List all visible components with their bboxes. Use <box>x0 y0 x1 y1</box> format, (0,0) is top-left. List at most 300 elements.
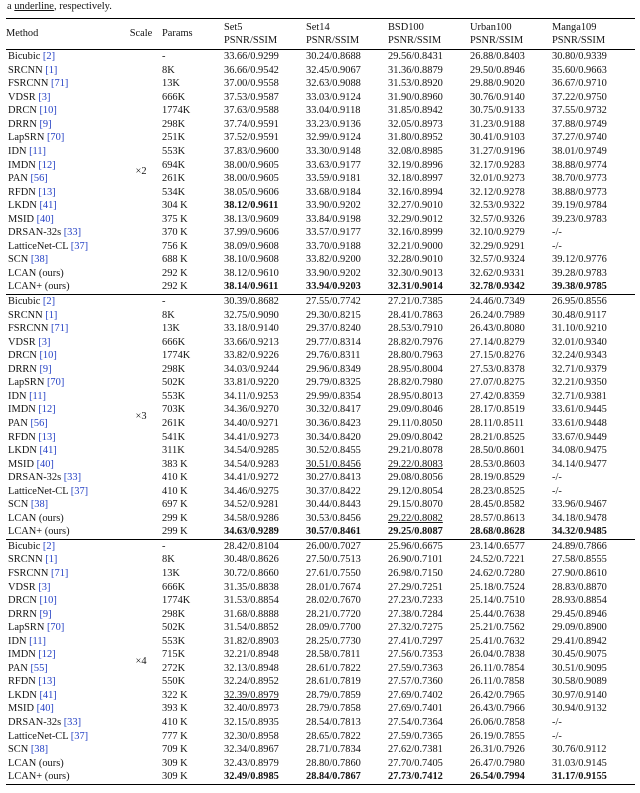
citation-link[interactable]: [10] <box>36 105 57 117</box>
method-name: LKDN <box>8 445 37 457</box>
method-name: LCAN (ours) <box>8 267 64 279</box>
value-cell: 27.32/0.7275 <box>388 622 443 634</box>
col-header-params: Params <box>162 28 193 40</box>
value-cell: 29.50/0.8946 <box>470 64 525 76</box>
value-cell: 29.77/0.8314 <box>306 336 361 348</box>
value-cell: 29.09/0.8900 <box>552 622 607 634</box>
value-cell: 34.54/0.9283 <box>224 458 279 470</box>
value-cell: 31.10/0.9210 <box>552 323 607 335</box>
citation-link[interactable]: [41] <box>36 689 57 701</box>
params-cell: 8K <box>162 554 175 566</box>
value-cell: 30.51/0.8456 <box>306 458 361 470</box>
method-cell <box>6 104 120 118</box>
method-name: SRCNN <box>8 309 43 321</box>
table-row <box>6 295 635 309</box>
value-cell: 34.41/0.9273 <box>224 431 279 443</box>
params-cell: 304 K <box>162 200 188 212</box>
value-cell: 25.18/0.7524 <box>470 581 525 593</box>
value-cell: 26.47/0.7980 <box>470 757 525 769</box>
value-cell: 32.21/0.9000 <box>388 240 443 252</box>
value-cell: 29.79/0.8325 <box>306 377 361 389</box>
params-cell: 666K <box>162 336 186 348</box>
value-cell: 26.11/0.7854 <box>470 662 525 674</box>
method-cell <box>6 349 120 363</box>
value-cell: 33.68/0.9184 <box>306 186 361 198</box>
value-cell: 31.82/0.8903 <box>224 635 279 647</box>
value-cell: 28.50/0.8601 <box>470 445 525 457</box>
method-cell <box>6 159 120 173</box>
value-cell: 33.23/0.9136 <box>306 118 361 130</box>
method-cell <box>6 485 120 499</box>
value-cell: 33.90/0.9202 <box>306 200 361 212</box>
citation-link[interactable]: [37] <box>68 240 89 252</box>
table-row <box>6 322 635 336</box>
benchmark-name: Set14 <box>306 22 330 33</box>
value-cell: 27.58/0.8555 <box>552 554 607 566</box>
value-cell: 37.55/0.9732 <box>552 105 607 117</box>
value-cell: 29.25/0.8087 <box>388 526 443 538</box>
value-cell: -/- <box>552 485 562 497</box>
citation-link[interactable]: [71] <box>48 78 69 90</box>
value-cell: 30.76/0.9112 <box>552 744 607 756</box>
table-row <box>6 104 635 118</box>
caption-underline-word: underline <box>14 1 54 12</box>
params-cell: - <box>162 50 224 64</box>
value-cell: 32.27/0.9010 <box>388 200 443 212</box>
table-row <box>6 525 635 539</box>
value-cell: 28.93/0.8854 <box>552 595 607 607</box>
value-cell: 32.24/0.9343 <box>552 350 607 362</box>
citation-link[interactable]: [13] <box>35 431 56 443</box>
value-cell: 32.30/0.8958 <box>224 730 279 742</box>
citation-link[interactable]: [3] <box>35 581 51 593</box>
value-cell: 27.56/0.7353 <box>388 649 443 661</box>
value-cell: 32.28/0.9010 <box>388 254 443 266</box>
citation-link[interactable]: [40] <box>33 703 54 715</box>
params-cell: 410 K <box>162 485 188 497</box>
params-cell: 1774K <box>162 105 191 117</box>
params-cell: 309 K <box>162 771 188 783</box>
value-cell: 28.41/0.7863 <box>388 309 443 321</box>
citation-link[interactable]: [13] <box>35 676 56 688</box>
citation-link[interactable]: [33] <box>61 716 82 728</box>
params-cell: 550K <box>162 676 186 688</box>
table-row <box>6 280 635 294</box>
value-cell: -/- <box>552 716 562 728</box>
value-cell: 32.15/0.8935 <box>224 716 279 728</box>
table-row <box>6 662 635 676</box>
value-cell: 33.18/0.9140 <box>224 323 279 335</box>
value-cell: 30.51/0.9095 <box>552 662 607 674</box>
table-row <box>6 498 635 512</box>
method-cell <box>6 376 120 390</box>
value-cell: 27.70/0.7405 <box>388 757 443 769</box>
method-name: SCN <box>8 744 29 756</box>
citation-link[interactable]: [56] <box>27 173 48 185</box>
value-cell: 31.36/0.8879 <box>388 64 443 76</box>
value-cell: 32.53/0.9322 <box>470 200 525 212</box>
citation-link[interactable]: [11] <box>26 146 46 158</box>
value-cell: 31.35/0.8838 <box>224 581 279 593</box>
method-name: Bicubic <box>8 296 41 308</box>
table-row <box>6 267 635 281</box>
value-cell: 34.14/0.9477 <box>552 458 607 470</box>
method-name: FSRCNN <box>8 78 49 90</box>
citation-link[interactable]: [12] <box>35 159 56 171</box>
method-cell <box>6 145 120 159</box>
citation-link[interactable]: [3] <box>35 91 51 103</box>
params-cell: 502K <box>162 622 186 634</box>
value-cell: 38.09/0.9608 <box>224 240 279 252</box>
method-cell <box>6 309 120 323</box>
value-cell: 33.82/0.9200 <box>306 254 361 266</box>
method-name: LKDN <box>8 689 37 701</box>
scale-cell: ×3 <box>120 295 162 540</box>
params-cell: 410 K <box>162 472 188 484</box>
value-cell: 29.09/0.8046 <box>388 404 443 416</box>
value-cell: 27.15/0.8276 <box>470 350 525 362</box>
citation-link[interactable]: [56] <box>27 417 48 429</box>
citation-link[interactable]: [71] <box>48 323 69 335</box>
table-row <box>6 689 635 703</box>
value-cell: 29.76/0.8311 <box>306 350 361 362</box>
value-cell: 30.48/0.9117 <box>552 309 607 321</box>
value-cell: 27.07/0.8275 <box>470 377 525 389</box>
value-cell: 38.88/0.9773 <box>552 186 607 198</box>
citation-link[interactable]: [33] <box>61 472 82 484</box>
citation-link[interactable]: [1] <box>42 309 58 321</box>
col-header-set5 <box>224 19 306 50</box>
value-cell: 37.63/0.9588 <box>224 105 279 117</box>
method-name: SRCNN <box>8 64 43 76</box>
value-cell: 38.01/0.9749 <box>552 146 607 158</box>
method-cell <box>6 716 120 730</box>
benchmark-metric: PSNR/SSIM <box>224 34 278 46</box>
value-cell: 31.90/0.8960 <box>388 91 443 103</box>
citation-link[interactable]: [71] <box>48 567 69 579</box>
value-cell: 32.10/0.9279 <box>470 227 525 239</box>
value-cell: 37.74/0.9591 <box>224 118 279 130</box>
method-name: Bicubic <box>8 540 41 552</box>
benchmark-name: Manga109 <box>552 22 597 33</box>
method-cell <box>6 512 120 526</box>
value-cell: 34.54/0.9285 <box>224 445 279 457</box>
citation-link[interactable]: [70] <box>44 622 65 634</box>
citation-link[interactable]: [40] <box>33 213 54 225</box>
value-cell: 26.88/0.8403 <box>470 50 552 64</box>
table-body <box>6 50 635 785</box>
value-cell: 28.23/0.8525 <box>470 485 525 497</box>
method-name: IMDN <box>8 404 36 416</box>
value-cell: 31.17/0.9155 <box>552 771 607 783</box>
citation-link[interactable]: [10] <box>36 595 57 607</box>
value-cell: 30.24/0.8688 <box>306 50 388 64</box>
value-cell: 29.30/0.8215 <box>306 309 361 321</box>
value-cell: 33.66/0.9299 <box>224 50 306 64</box>
method-name: DRSAN-32s <box>8 227 62 239</box>
method-name: DRRN <box>8 118 37 130</box>
value-cell: 27.59/0.7363 <box>388 662 443 674</box>
table-row <box>6 567 635 581</box>
table-row <box>6 635 635 649</box>
citation-link[interactable]: [41] <box>36 200 57 212</box>
citation-link[interactable]: [9] <box>36 118 52 130</box>
value-cell: 30.37/0.8422 <box>306 485 361 497</box>
value-cell: 38.00/0.9605 <box>224 173 279 185</box>
method-cell <box>6 50 120 64</box>
params-cell: 251K <box>162 132 186 144</box>
params-cell: 383 K <box>162 458 188 470</box>
params-cell: 709 K <box>162 744 188 756</box>
method-cell <box>6 363 120 377</box>
value-cell: 28.84/0.7867 <box>306 771 361 783</box>
method-cell <box>6 648 120 662</box>
params-cell: 553K <box>162 635 186 647</box>
value-cell: 33.82/0.9226 <box>224 350 279 362</box>
method-cell <box>6 662 120 676</box>
table-row <box>6 581 635 595</box>
value-cell: 32.19/0.8996 <box>388 159 443 171</box>
citation-link[interactable]: [12] <box>35 404 56 416</box>
method-cell <box>6 444 120 458</box>
value-cell: 28.80/0.7963 <box>388 350 443 362</box>
value-cell: 26.06/0.7858 <box>470 716 525 728</box>
table-row <box>6 363 635 377</box>
params-cell: 694K <box>162 159 186 171</box>
header-row <box>6 19 635 50</box>
value-cell: 28.21/0.7720 <box>306 608 361 620</box>
benchmark-metric: PSNR/SSIM <box>552 34 606 46</box>
method-cell <box>6 730 120 744</box>
value-cell: 34.18/0.9478 <box>552 512 607 524</box>
value-cell: 31.27/0.9196 <box>470 146 525 158</box>
value-cell: 30.97/0.9140 <box>552 689 607 701</box>
value-cell: 34.46/0.9275 <box>224 485 279 497</box>
citation-link[interactable]: [12] <box>35 649 56 661</box>
method-name: LatticeNet-CL <box>8 730 69 742</box>
scale-cell: ×4 <box>120 539 162 784</box>
value-cell: 27.57/0.7360 <box>388 676 443 688</box>
value-cell: 29.15/0.8070 <box>388 499 443 511</box>
params-cell: 298K <box>162 363 186 375</box>
value-cell: 33.81/0.9220 <box>224 377 279 389</box>
table-row <box>6 743 635 757</box>
value-cell: 27.69/0.7402 <box>388 689 443 701</box>
citation-link[interactable]: [3] <box>35 336 51 348</box>
table-row <box>6 444 635 458</box>
table-row <box>6 417 635 431</box>
value-cell: 27.61/0.7550 <box>306 567 361 579</box>
value-cell: 32.71/0.9381 <box>552 390 607 402</box>
value-cell: 28.68/0.8628 <box>470 526 525 538</box>
value-cell: 33.94/0.9203 <box>306 281 361 293</box>
method-cell <box>6 743 120 757</box>
value-cell: 28.83/0.8870 <box>552 581 607 593</box>
value-cell: 30.57/0.8461 <box>306 526 361 538</box>
value-cell: -/- <box>552 240 562 252</box>
value-cell: 32.29/0.9012 <box>388 213 443 225</box>
citation-link[interactable]: [11] <box>26 390 46 402</box>
citation-link[interactable]: [55] <box>27 662 48 674</box>
value-cell: 30.36/0.8423 <box>306 417 361 429</box>
table-row <box>6 376 635 390</box>
citation-link[interactable]: [38] <box>28 744 49 756</box>
value-cell: 33.61/0.9448 <box>552 417 607 429</box>
value-cell: 28.82/0.7976 <box>388 336 443 348</box>
table-row <box>6 131 635 145</box>
method-cell <box>6 471 120 485</box>
value-cell: 26.04/0.7838 <box>470 649 525 661</box>
citation-link[interactable]: [2] <box>40 51 56 63</box>
value-cell: 28.02/0.7670 <box>306 595 361 607</box>
value-cell: 25.41/0.7632 <box>470 635 525 647</box>
value-cell: 27.90/0.8610 <box>552 567 607 579</box>
value-cell: 39.19/0.9784 <box>552 200 607 212</box>
params-cell: 1774K <box>162 350 191 362</box>
value-cell: 34.40/0.9271 <box>224 417 279 429</box>
value-cell: 25.14/0.7510 <box>470 595 525 607</box>
citation-link[interactable]: [38] <box>28 499 49 511</box>
value-cell: 29.99/0.8354 <box>306 390 361 402</box>
value-cell: 27.38/0.7284 <box>388 608 443 620</box>
method-cell <box>6 621 120 635</box>
citation-link[interactable]: [70] <box>44 377 65 389</box>
method-cell <box>6 417 120 431</box>
table-row <box>6 648 635 662</box>
citation-link[interactable]: [38] <box>28 254 49 266</box>
method-cell <box>6 77 120 91</box>
value-cell: 33.90/0.9202 <box>306 267 361 279</box>
value-cell: 30.32/0.8417 <box>306 404 361 416</box>
table-row <box>6 716 635 730</box>
value-cell: 26.19/0.7855 <box>470 730 525 742</box>
method-name: LapSRN <box>8 132 45 144</box>
value-cell: 32.30/0.9013 <box>388 267 443 279</box>
value-cell: 29.56/0.8431 <box>388 50 470 64</box>
value-cell: 27.23/0.7233 <box>388 595 443 607</box>
value-cell: 32.62/0.9331 <box>470 267 525 279</box>
params-cell: - <box>162 539 224 553</box>
value-cell: 32.71/0.9379 <box>552 363 607 375</box>
params-cell: 666K <box>162 91 186 103</box>
value-cell: 37.27/0.9740 <box>552 132 607 144</box>
table-row <box>6 336 635 350</box>
value-cell: 29.22/0.8082 <box>388 512 443 524</box>
value-cell: 29.09/0.8042 <box>388 431 443 443</box>
value-cell: 32.12/0.9278 <box>470 186 525 198</box>
citation-link[interactable]: [1] <box>42 64 58 76</box>
value-cell: 34.63/0.9289 <box>224 526 279 538</box>
table-row <box>6 172 635 186</box>
method-name: SCN <box>8 499 29 511</box>
value-cell: 32.49/0.8985 <box>224 771 279 783</box>
value-cell: 27.29/0.7251 <box>388 581 443 593</box>
value-cell: 28.95/0.8004 <box>388 363 443 375</box>
value-cell: 29.45/0.8946 <box>552 608 607 620</box>
value-cell: 26.98/0.7150 <box>388 567 443 579</box>
params-cell: 309 K <box>162 757 188 769</box>
params-cell: 299 K <box>162 512 188 524</box>
benchmark-name: Urban100 <box>470 22 512 33</box>
value-cell: 24.62/0.7280 <box>470 567 525 579</box>
citation-link[interactable]: [37] <box>68 730 89 742</box>
citation-link[interactable]: [1] <box>42 554 58 566</box>
citation-link[interactable]: [2] <box>40 540 56 552</box>
caption-prefix: a <box>7 1 15 12</box>
table-row <box>6 186 635 200</box>
table-row <box>6 226 635 240</box>
table-row <box>6 390 635 404</box>
params-cell: 261K <box>162 173 186 185</box>
method-name: VDSR <box>8 581 36 593</box>
value-cell: 38.12/0.9611 <box>224 200 279 212</box>
value-cell: 30.27/0.8413 <box>306 472 361 484</box>
value-cell: 32.39/0.8979 <box>224 689 279 701</box>
value-cell: 27.14/0.8279 <box>470 336 525 348</box>
method-cell <box>6 226 120 240</box>
value-cell: 32.57/0.9324 <box>470 254 525 266</box>
citation-link[interactable]: [33] <box>61 227 82 239</box>
citation-link[interactable]: [37] <box>68 485 89 497</box>
citation-link[interactable]: [9] <box>36 608 52 620</box>
table-row <box>6 64 635 78</box>
value-cell: 34.58/0.9286 <box>224 512 279 524</box>
citation-link[interactable]: [2] <box>40 296 56 308</box>
params-cell: 553K <box>162 146 186 158</box>
col-header-manga109 <box>552 19 635 50</box>
value-cell: 29.37/0.8240 <box>306 323 361 335</box>
value-cell: 32.17/0.9283 <box>470 159 525 171</box>
citation-link[interactable]: [10] <box>36 350 57 362</box>
citation-link[interactable]: [40] <box>33 458 54 470</box>
scale-cell: ×2 <box>120 50 162 295</box>
citation-link[interactable]: [13] <box>35 186 56 198</box>
value-cell: 28.54/0.7813 <box>306 716 361 728</box>
value-cell: 30.45/0.9075 <box>552 649 607 661</box>
value-cell: 30.39/0.8682 <box>224 295 306 309</box>
params-cell: 13K <box>162 78 180 90</box>
table-row <box>6 608 635 622</box>
value-cell: 28.61/0.7819 <box>306 676 361 688</box>
value-cell: 30.58/0.9089 <box>552 676 607 688</box>
method-name: IDN <box>8 635 27 647</box>
value-cell: 28.21/0.8525 <box>470 431 525 443</box>
method-name: MSID <box>8 458 34 470</box>
citation-link[interactable]: [9] <box>36 363 52 375</box>
params-cell: 410 K <box>162 716 188 728</box>
value-cell: 28.79/0.7858 <box>306 703 361 715</box>
value-cell: 37.83/0.9600 <box>224 146 279 158</box>
method-cell <box>6 770 120 784</box>
params-cell: 777 K <box>162 730 188 742</box>
value-cell: 30.34/0.8420 <box>306 431 361 443</box>
value-cell: 38.70/0.9773 <box>552 173 607 185</box>
value-cell: 26.42/0.7965 <box>470 689 525 701</box>
citation-link[interactable]: [41] <box>36 445 57 457</box>
table-row <box>6 770 635 784</box>
table-row <box>6 485 635 499</box>
method-cell <box>6 199 120 213</box>
value-cell: 32.40/0.8973 <box>224 703 279 715</box>
value-cell: 33.66/0.9213 <box>224 336 279 348</box>
citation-link[interactable]: [11] <box>26 635 46 647</box>
citation-link[interactable]: [70] <box>44 132 65 144</box>
value-cell: 29.08/0.8056 <box>388 472 443 484</box>
method-name: VDSR <box>8 336 36 348</box>
params-cell: 261K <box>162 417 186 429</box>
method-name: Bicubic <box>8 51 41 63</box>
value-cell: 32.63/0.9088 <box>306 78 361 90</box>
